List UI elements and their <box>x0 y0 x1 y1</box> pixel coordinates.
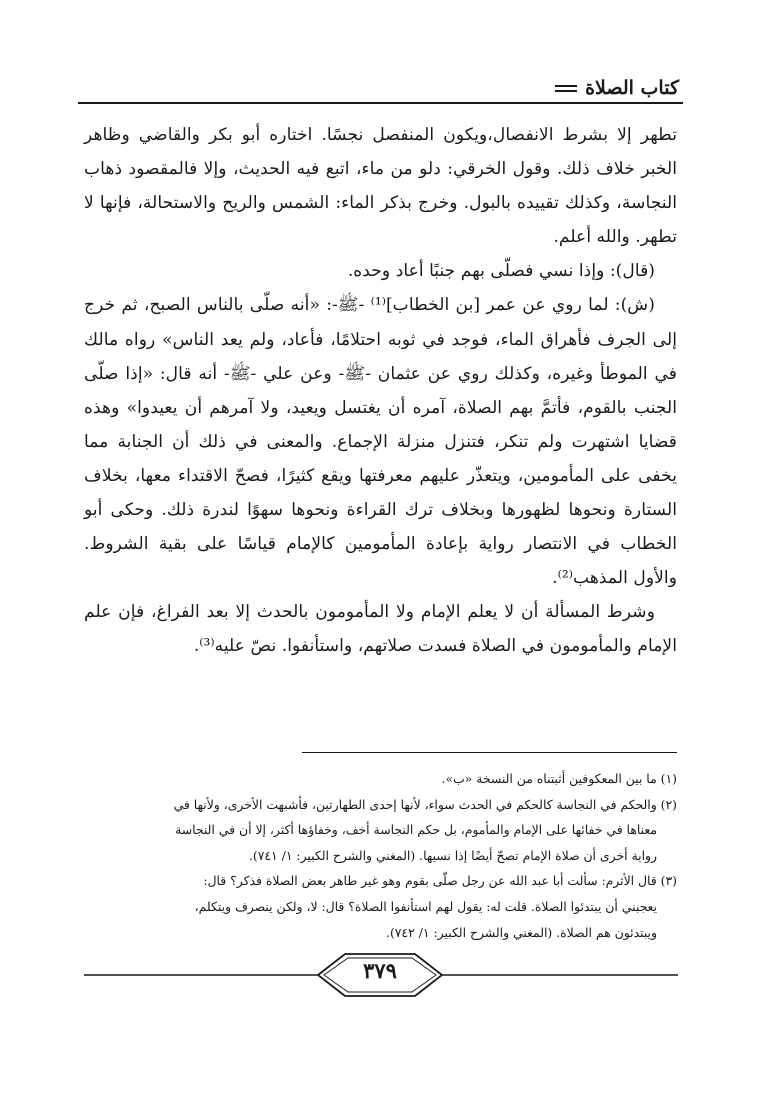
header-rule <box>78 102 683 104</box>
main-text <box>84 118 677 664</box>
body-paragraph: تطهر إلا بشرط الانفصال،ويكون المنفصل نجسًا. اختاره أبو بكر والقاضي وظاهر الخبر خلاف ذلك. وقول الخرقي: دلو من ماء، اتبع فيه الحديث، وإلا فالمقصود ذهاب النجاسة، وكذلك تقييده بالبول. وخرج بذكر الماء: الشمس والريح والاستحالة، فإنها لا تطهر. والله أعلم. <box>84 125 677 248</box>
running-header <box>555 76 679 100</box>
footnote-separator <box>302 752 677 753</box>
body-paragraph: (قال): وإذا نسي فصلّى بهم جنبًا أعاد وحده. <box>347 261 655 282</box>
footnote: (١) ما بين المعكوفين أثبتناه من النسخة «ب». <box>441 771 677 786</box>
page-number-frame <box>0 944 761 1006</box>
footnote-continuation: معناها في خفائها على الإمام والمأموم، بل حكم النجاسة أخف، وخفاؤها أكثر، إلا أن في النجاسة <box>175 822 657 838</box>
footnote: (٢) والحكم في النجاسة كالحكم في الحدث سواء، لأنها إحدى الطهارتين، فأشبهت الأخرى، ولأنها في <box>173 796 677 812</box>
chapter-title: كتاب الصلاة <box>585 77 679 99</box>
body-paragraph: وشرط المسألة أن لا يعلم الإمام ولا المأمومون بالحدث إلا بعد الفراغ، فإن علم الإمام والمأمومون في الصلاة فسدت صلاتهم، واستأنفوا. نصّ عليه⁽³⁾. <box>84 602 677 657</box>
footnotes <box>84 766 677 945</box>
page-number: ٣٧٩ <box>363 958 397 983</box>
header-ornament-icon <box>555 85 577 92</box>
footnote-continuation: رواية أخرى أن صلاة الإمام تصحّ أيضًا إذا نسيها. (المغني والشرح الكبير: ١/ ٧٤١). <box>248 847 657 863</box>
footnote: (٣) قال الأثرم: سألت أبا عبد الله عن رجل صلّى بقوم وهو غير طاهر بعض الصلاة فذكر؟ قال: <box>203 873 677 889</box>
body-paragraph: (ش): لما روي عن عمر [بن الخطاب]⁽¹⁾ -ﷺ-: «أنه صلّى بالناس الصبح، ثم خرج إلى الجرف فأهراق الماء، فوجد في ثوبه احتلامًا، فأعاد، ولم يعد الناس» رواه مالك في الموطأ وغيره، وكذلك روي عن عثمان -ﷺ- وعن علي -ﷺ- أنه قال: «إذا صلّى الجنب بالقوم، فأتمَّ بهم الصلاة، آمره أن يغتسل ويعيد، ولا آمرهم أن يعيدوا» وهذه قضايا اشتهرت ولم تنكر، فتنزل منزلة الإجماع. والمعنى في ذلك أن الجنابة مما يخفى على المأمومين، ويتعذّر عليهم معرفتها ويقع كثيرًا، فصحّ الاقتداء معها، بخلاف الستارة ونحوها لظهورها وبخلاف ترك القراءة ونحوها سهوًا لندرة ذلك. وحكى أبو الخطاب في الانتصار رواية بإعادة المأمومين كالإمام قياسًا على بقية الشروط. والأول المذهب⁽²⁾. <box>84 295 677 589</box>
footnote-continuation: يعجبني أن يبتدئوا الصلاة. قلت له: يقول لهم استأنفوا الصلاة؟ قال: لا، ولكن ينصرف ويتكلم، <box>194 898 657 914</box>
footnote-continuation: ويبتدئون هم الصلاة. (المغني والشرح الكبير: ١/ ٧٤٢). <box>386 924 657 940</box>
